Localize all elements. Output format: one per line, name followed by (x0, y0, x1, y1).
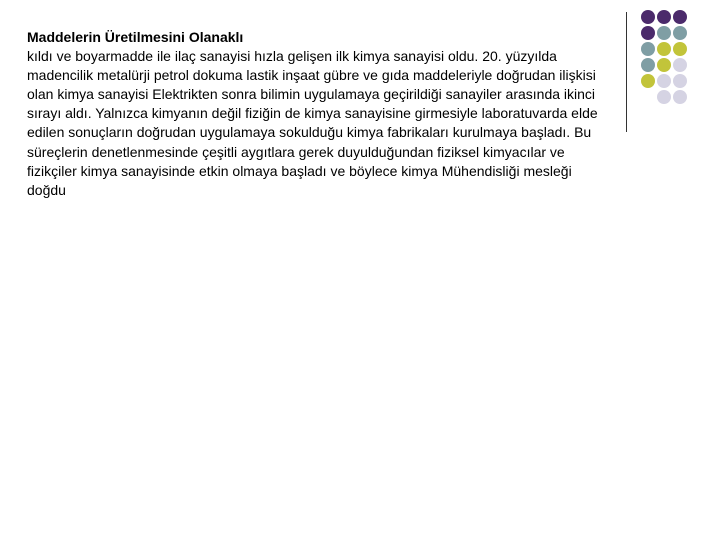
decorative-dot-lavender (657, 74, 671, 88)
decorative-dot-purple (641, 10, 655, 24)
decorative-dot-purple (673, 10, 687, 24)
decorative-dot-purple (657, 10, 671, 24)
decorative-dot-lavender (657, 90, 671, 104)
decorative-dot-olive (673, 42, 687, 56)
decorative-divider-line (626, 12, 627, 132)
slide-body-text: kıldı ve boyarmadde ile ilaç sanayisi hızla gelişen ilk kimya sanayisi oldu. 20. yüzyılda madencilik metalürji petrol dokuma lastik inşaat gübre ve gıda maddeleriyle doğrudan ilişkisi olan kimya sanayisi Elektrikten sonra bilimin uygulamaya geçirildiği sanayiler arasında ikinci sırayı aldı. Yalnızca kimyanın değil fiziğin de kimya sanayisine girmesiyle laboratuvarda elde edilen sonuçların doğrudan uygulamaya sokulduğu kimya fabrikaları kurulmaya başladı. Bu süreçlerin denetlenmesinde çeşitli aygıtlara gerek duyulduğundan fiziksel kimyacılar ve fizikçiler kimya sanayisinde etkin olmaya başladı ve böylece kimya Mühendisliği mesleği doğdu (27, 48, 598, 198)
slide-title: Maddelerin Üretilmesini Olanaklı (27, 29, 244, 45)
decorative-dot-olive (657, 58, 671, 72)
decorative-dot-lavender (673, 90, 687, 104)
decorative-dot-teal (641, 58, 655, 72)
decorative-dot-olive (657, 42, 671, 56)
decorative-dot-lavender (673, 74, 687, 88)
decorative-dot-olive (641, 74, 655, 88)
decorative-dot-teal (641, 42, 655, 56)
decorative-dot-teal (673, 26, 687, 40)
decorative-dot-purple (641, 26, 655, 40)
decorative-dot-lavender (673, 58, 687, 72)
decorative-dot-teal (657, 26, 671, 40)
slide-content (27, 28, 607, 200)
